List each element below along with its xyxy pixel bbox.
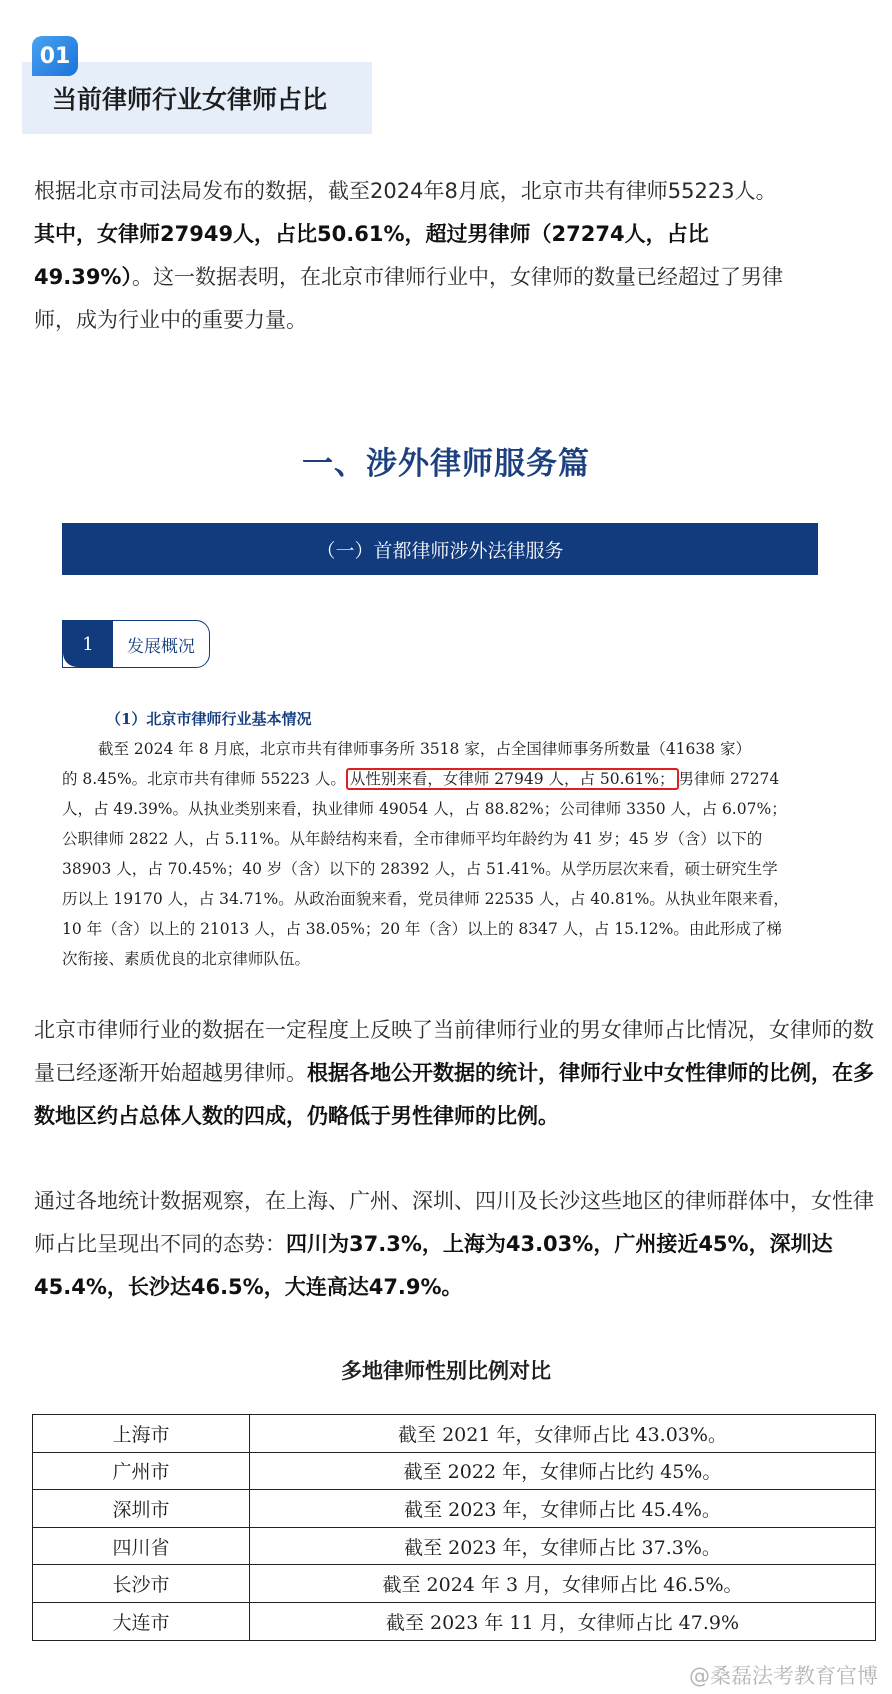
tag-label: 发展概况	[127, 636, 195, 657]
table-cell-desc: 截至 2023 年，女律师占比 45.4%。	[250, 1490, 876, 1528]
intro-text-1: 根据北京市司法局发布的数据，截至2024年8月底，北京市共有律师55223人。	[34, 179, 777, 203]
table-cell-city: 广州市	[33, 1452, 250, 1490]
table-row	[33, 1602, 876, 1640]
doc-line-4: 公职律师 2822 人，占 5.11%。从年龄结构来看，全市律师平均年龄约为 41 岁；45 岁（含）以下的	[62, 830, 763, 848]
section-number-badge: 01	[32, 36, 78, 76]
section-title: 当前律师行业女律师占比	[52, 85, 328, 114]
intro-text-2: 。这一数据表明，在北京市律师行业中，女律师的数量已经超过了男律	[131, 265, 783, 289]
table-cell-city: 大连市	[33, 1602, 250, 1640]
table-row	[33, 1415, 876, 1453]
watermark: @桑磊法考教育官博	[689, 1664, 878, 1688]
table-cell-desc: 截至 2022 年，女律师占比约 45%。	[250, 1452, 876, 1490]
intro-bold-1: 其中，女律师27949人，占比50.61%，超过男律师（27274人，占比	[34, 222, 709, 246]
table-row	[33, 1452, 876, 1490]
paragraph-3	[34, 1180, 876, 1309]
comparison-table	[32, 1414, 876, 1641]
document-title: 一、涉外律师服务篇	[302, 446, 590, 482]
doc-line-2a: 的 8.45%。北京市共有律师 55223 人。	[62, 770, 346, 788]
document-banner: （一）首都律师涉外法律服务	[62, 523, 818, 575]
table-cell-city: 四川省	[33, 1527, 250, 1565]
document-subheading: （1）北京市律师行业基本情况	[106, 710, 312, 728]
table-row	[33, 1565, 876, 1603]
intro-bold-2: 49.39%）	[34, 265, 132, 289]
doc-line-6: 历以上 19170 人，占 34.71%。从政治面貌来看，党员律师 22535 人，占 40.81%。从执业年限来看，	[62, 890, 789, 908]
table-row	[33, 1490, 876, 1528]
table-title: 多地律师性别比例对比	[341, 1358, 551, 1383]
doc-line-2	[62, 764, 822, 794]
document-body	[62, 734, 822, 974]
table-cell-desc: 截至 2023 年，女律师占比 37.3%。	[250, 1527, 876, 1565]
tag-number: 1	[63, 621, 113, 667]
document-section-tag	[62, 620, 210, 668]
para3-bold: 四川为37.3%，上海为43.03%，广州接近45%，深圳达45.4%，长沙达46.5%，大连高达47.9%。	[34, 1232, 833, 1299]
doc-line-3: 人，占 49.39%。从执业类别来看，执业律师 49054 人，占 88.82%；公司律师 3350 人，占 6.07%；	[62, 800, 787, 818]
intro-text-3: 师，成为行业中的重要力量。	[34, 308, 307, 332]
highlight-box: 从性别来看，女律师 27949 人，占 50.61%；	[346, 768, 679, 790]
intro-paragraph	[34, 170, 876, 342]
table-cell-city: 长沙市	[33, 1565, 250, 1603]
para2-bold: 根据各地公开数据的统计，律师行业中女性律师的比例，在多数地区约占总体人数的四成，仍略低于男性律师的比例。	[34, 1061, 874, 1128]
table-cell-desc: 截至 2023 年 11 月，女律师占比 47.9%	[250, 1602, 876, 1640]
table-cell-city: 上海市	[33, 1415, 250, 1453]
table-cell-city: 深圳市	[33, 1490, 250, 1528]
doc-line-7: 10 年（含）以上的 21013 人，占 38.05%；20 年（含）以上的 8347 人，占 15.12%。由此形成了梯	[62, 920, 782, 938]
doc-line-5: 38903 人，占 70.45%；40 岁（含）以下的 28392 人，占 51.41%。从学历层次来看，硕士研究生学	[62, 860, 778, 878]
para3-text: 通过各地统计数据观察，在上海、广州、深圳、四川及长沙这些地区的律师群体中，女性律师占比呈现出不同的态势：	[34, 1189, 874, 1256]
doc-line-8: 次衔接、素质优良的北京律师队伍。	[62, 950, 311, 968]
table-row	[33, 1527, 876, 1565]
doc-line-1: 截至 2024 年 8 月底，北京市共有律师事务所 3518 家，占全国律师事务所数量（41638 家）	[98, 740, 752, 758]
table-cell-desc: 截至 2024 年 3 月，女律师占比 46.5%。	[250, 1565, 876, 1603]
table-cell-desc: 截至 2021 年，女律师占比 43.03%。	[250, 1415, 876, 1453]
doc-line-2b: 男律师 27274	[678, 770, 780, 788]
para2-text: 北京市律师行业的数据在一定程度上反映了当前律师行业的男女律师占比情况，女律师的数量已经逐渐开始超越男律师。	[34, 1018, 874, 1085]
paragraph-2	[34, 1009, 876, 1138]
